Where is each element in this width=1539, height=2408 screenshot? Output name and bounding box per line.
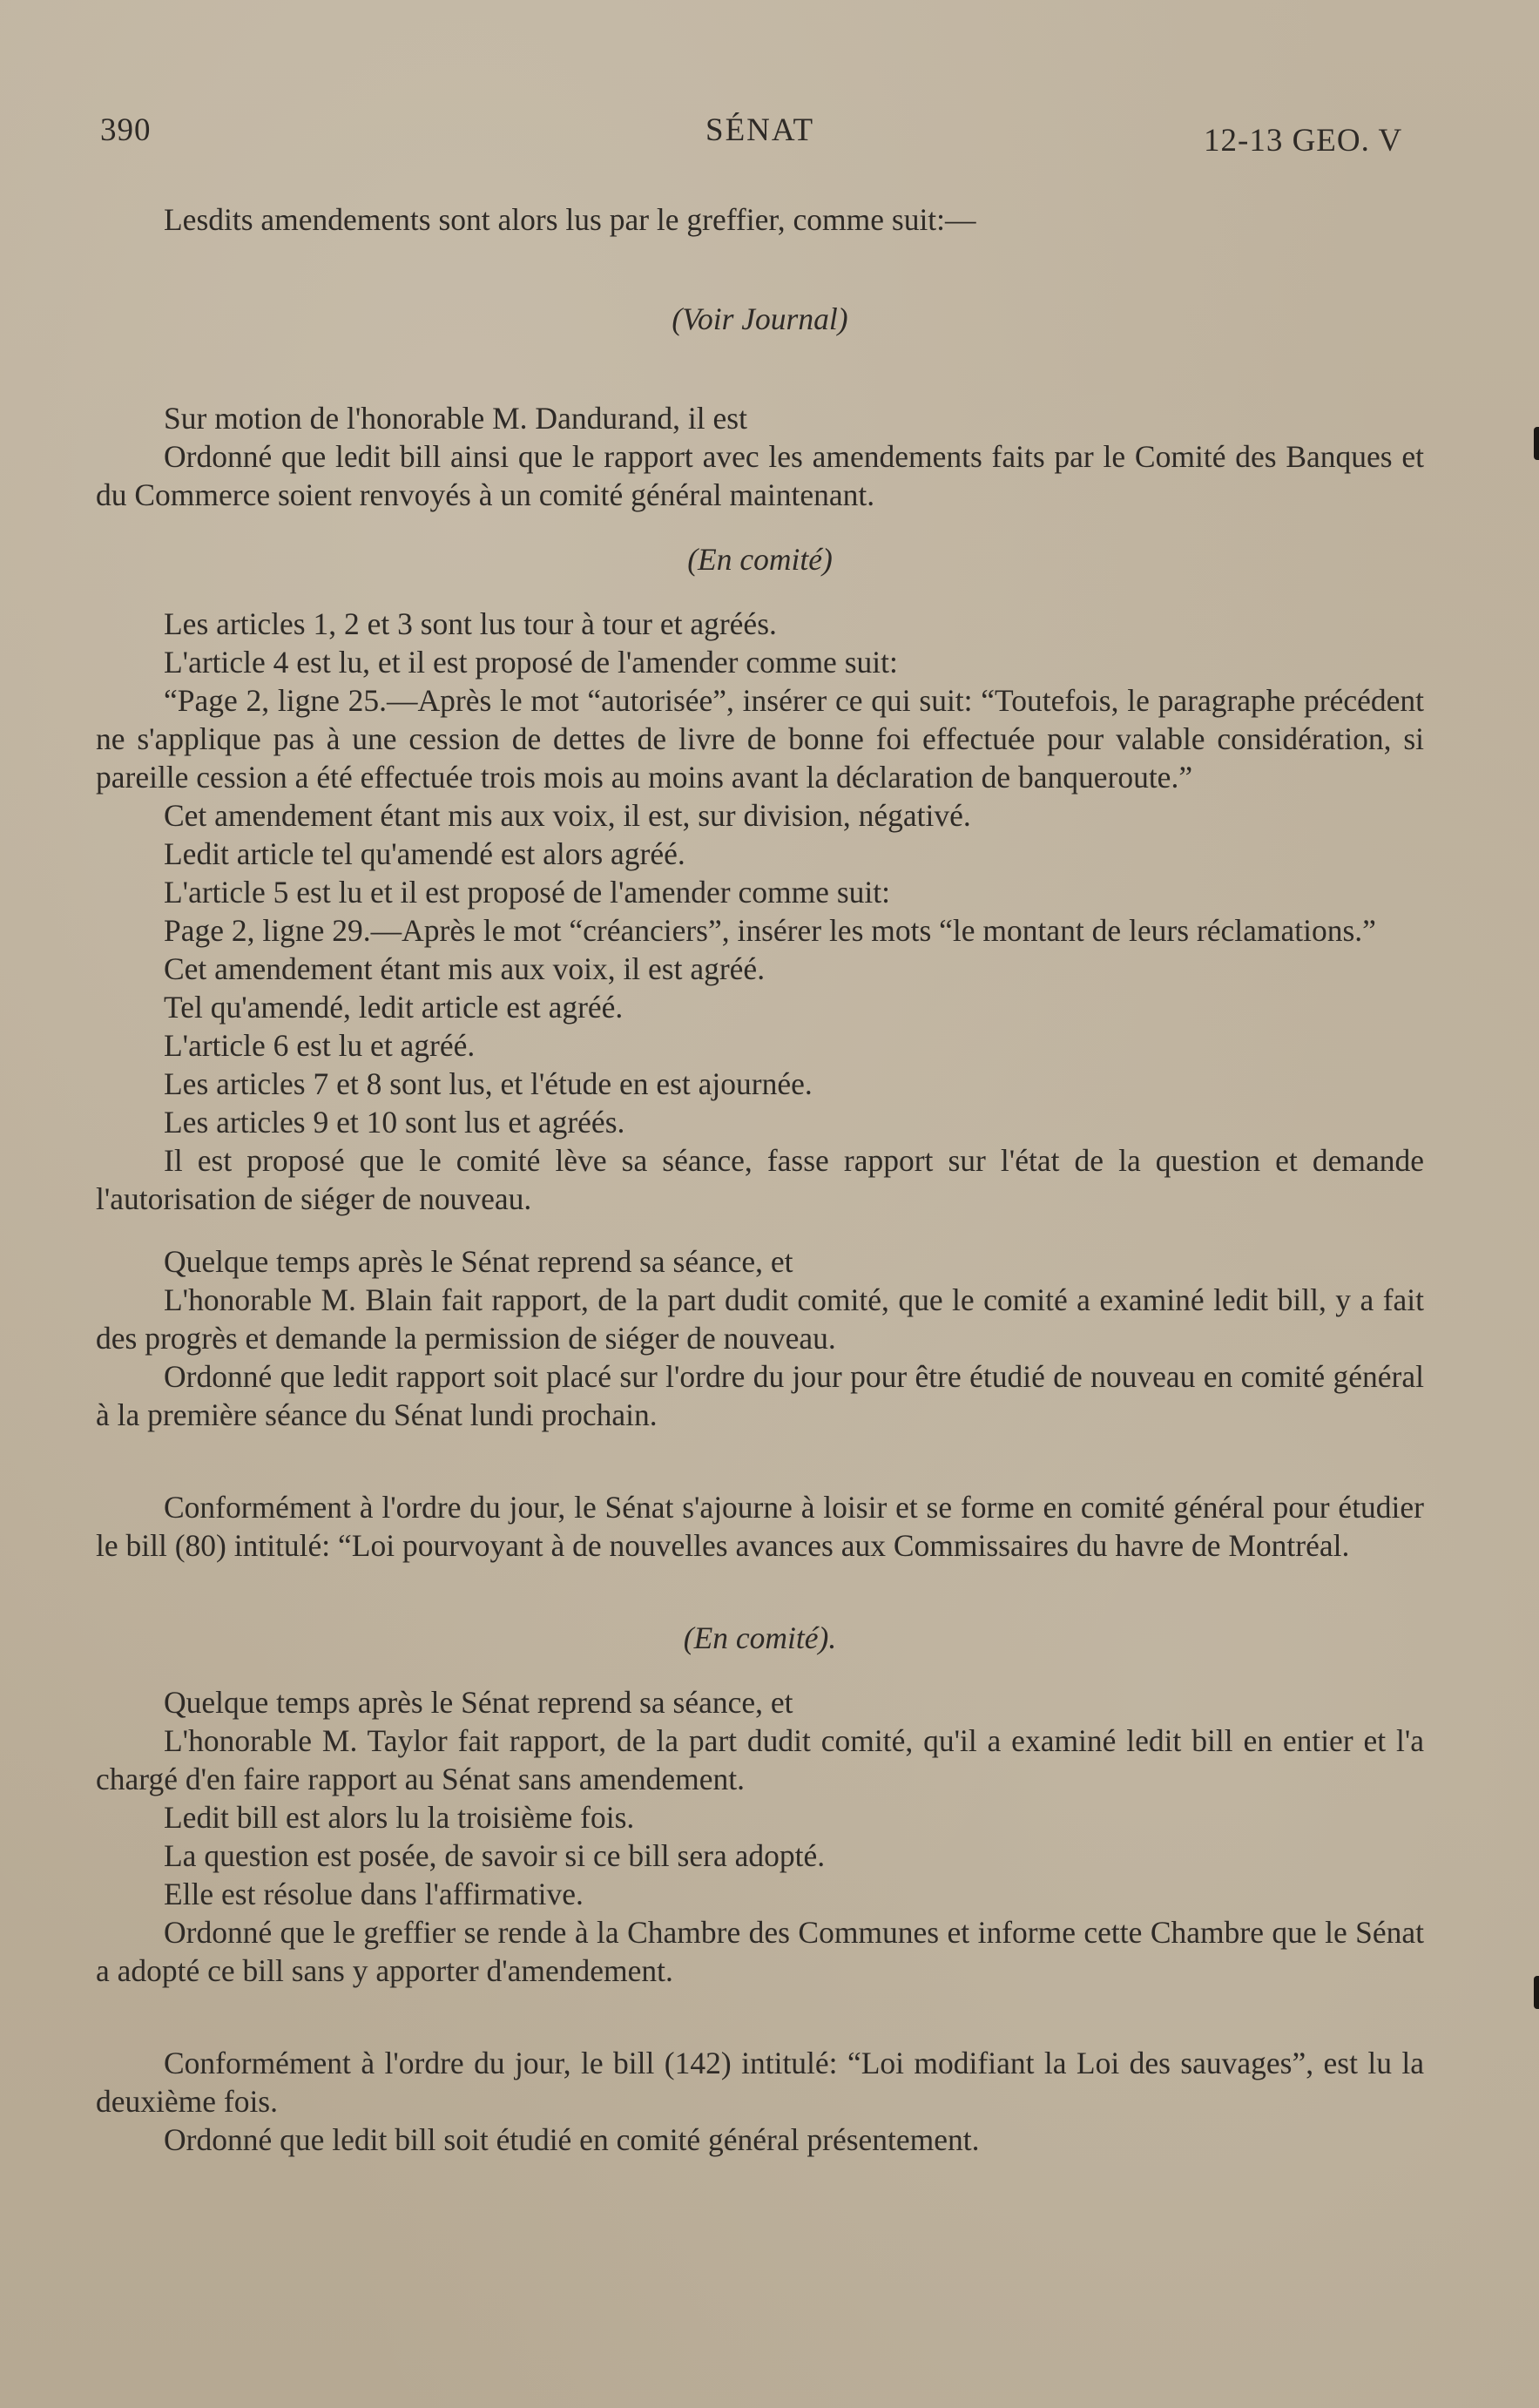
paragraph: Elle est résolue dans l'affirmative. — [164, 1877, 584, 1911]
paragraph: Lesdits amendements sont alors lus par le greffier, comme suit:— — [164, 202, 976, 237]
paragraph: Sur motion de l'honorable M. Dandurand, il est — [164, 401, 747, 436]
paragraph: Quelque temps après le Sénat reprend sa séance, et — [164, 1685, 793, 1720]
paragraph: Les articles 1, 2 et 3 sont lus tour à tour et agréés. — [164, 606, 777, 641]
document-body — [96, 200, 1424, 2159]
paragraph: Ledit bill est alors lu la troisième fois. — [164, 1800, 635, 1835]
paragraph: L'article 5 est lu et il est proposé de l'amender comme suit: — [164, 875, 890, 910]
page-title: SÉNAT — [705, 112, 815, 148]
paragraph: Conformément à l'ordre du jour, le bill (142) intitulé: “Loi modifiant la Loi des sauvages”, est lu la deuxième fois. — [96, 2046, 1424, 2119]
paragraph: Ordonné que ledit bill soit étudié en comité général présentement. — [164, 2122, 980, 2157]
section-heading: (En comité). — [683, 1620, 837, 1655]
paragraph: L'honorable M. Taylor fait rapport, de la part dudit comité, qu'il a examiné ledit bill en entier et l'a chargé d'en faire rapport au Sénat sans amendement. — [96, 1723, 1424, 1796]
paragraph: Il est proposé que le comité lève sa séance, fasse rapport sur l'état de la question et demande l'autorisation de siéger de nouveau. — [96, 1143, 1424, 1216]
paragraph: Les articles 9 et 10 sont lus et agréés. — [164, 1105, 625, 1140]
paragraph: La question est posée, de savoir si ce bill sera adopté. — [164, 1838, 826, 1873]
paragraph: L'article 4 est lu, et il est proposé de l'amender comme suit: — [164, 645, 898, 680]
paragraph: Cet amendement étant mis aux voix, il est, sur division, négativé. — [164, 798, 971, 833]
paragraph: Quelque temps après le Sénat reprend sa séance, et — [164, 1244, 793, 1279]
paragraph: “Page 2, ligne 25.—Après le mot “autorisée”, insérer ce qui suit: “Toutefois, le paragraphe précédent ne s'applique pas à une cession de dettes de livre de bonne foi effectuée pour valable considération, si pareille cession a été effectuée trois mois au moins avant la déclaration de banqueroute.” — [96, 683, 1424, 795]
page-edge-mark — [1534, 427, 1539, 460]
paragraph: Ordonné que ledit rapport soit placé sur l'ordre du jour pour être étudié de nouveau en comité général à la première séance du Sénat lundi prochain. — [96, 1359, 1424, 1432]
paragraph: Les articles 7 et 8 sont lus, et l'étude en est ajournée. — [164, 1066, 813, 1101]
session-label: 12-13 GEO. V — [1204, 123, 1403, 159]
paragraph: Conformément à l'ordre du jour, le Sénat s'ajourne à loisir et se forme en comité général pour étudier le bill (80) intitulé: “Loi pourvoyant à de nouvelles avances aux Commissaires du havre de Montréal. — [96, 1490, 1424, 1563]
section-heading: (Voir Journal) — [672, 301, 848, 336]
paragraph: L'article 6 est lu et agréé. — [164, 1028, 476, 1063]
page-edge-mark — [1534, 1976, 1539, 2009]
paragraph: L'honorable M. Blain fait rapport, de la part dudit comité, que le comité a examiné ledit bill, y a fait des progrès et demande la permission de siéger de nouveau. — [96, 1282, 1424, 1356]
paragraph: Ordonné que ledit bill ainsi que le rapport avec les amendements faits par le Comité des Banques et du Commerce soient renvoyés à un comité général maintenant. — [96, 439, 1424, 512]
paragraph: Page 2, ligne 29.—Après le mot “créanciers”, insérer les mots “le montant de leurs réclamations.” — [164, 913, 1376, 948]
paragraph: Tel qu'amendé, ledit article est agréé. — [164, 990, 624, 1025]
page-number: 390 — [100, 112, 152, 148]
paragraph: Cet amendement étant mis aux voix, il est agréé. — [164, 951, 766, 986]
page-header — [0, 112, 1539, 164]
section-heading: (En comité) — [687, 542, 833, 577]
paragraph: Ledit article tel qu'amendé est alors agréé. — [164, 836, 685, 871]
paragraph: Ordonné que le greffier se rende à la Chambre des Communes et informe cette Chambre que le Sénat a adopté ce bill sans y apporter d'amendement. — [96, 1915, 1424, 1988]
